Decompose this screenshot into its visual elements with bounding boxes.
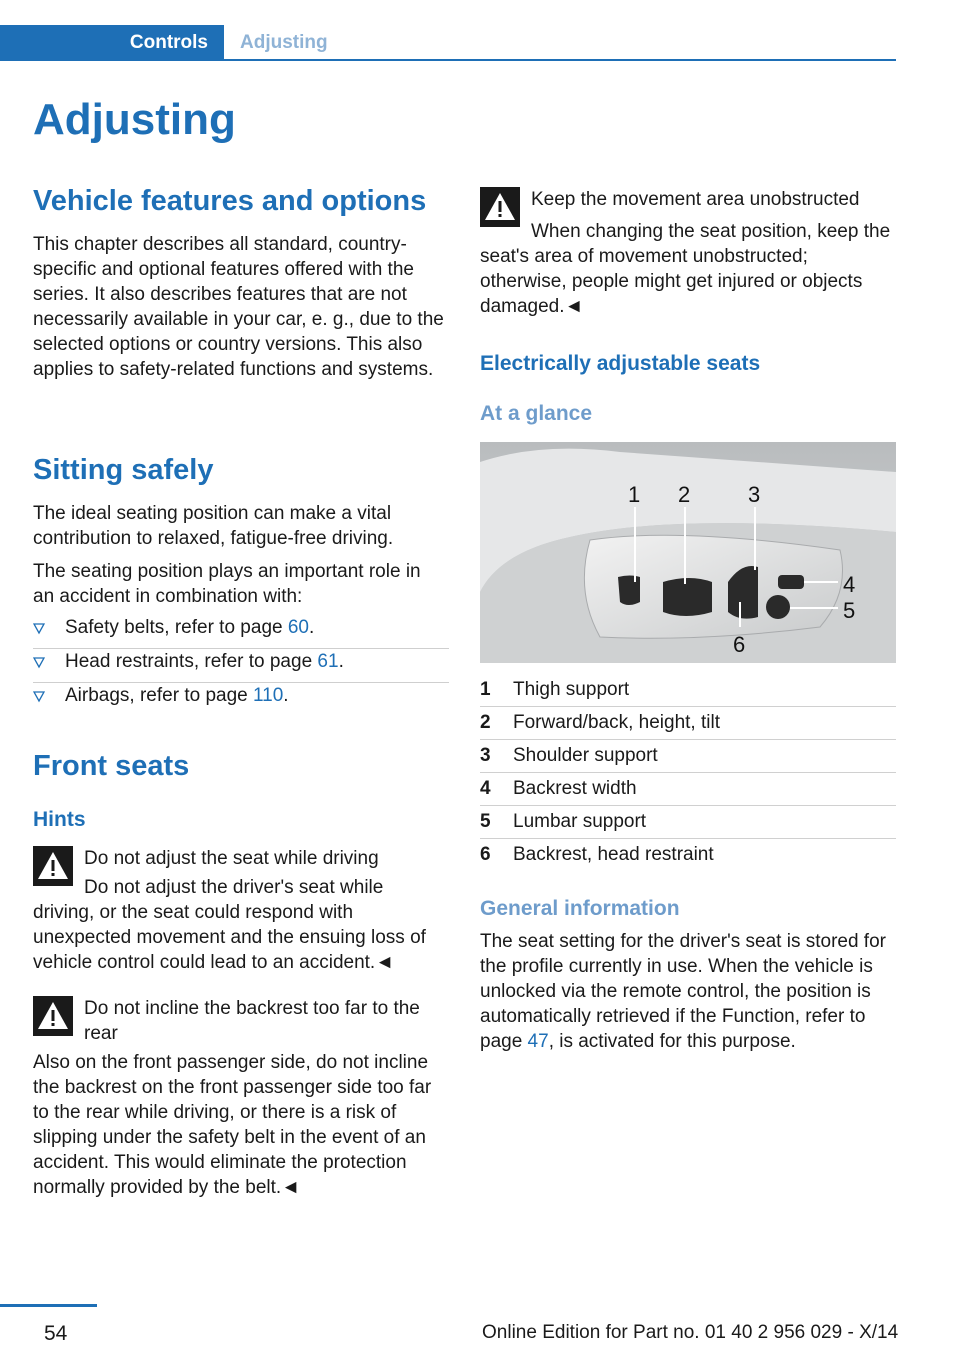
legend-label: Forward/back, height, tilt [513,712,720,733]
bullet-end: . [283,685,289,706]
front-seats-heading: Front seats [33,750,190,782]
legend-label: Backrest width [513,778,637,799]
hints-heading: Hints [33,808,86,831]
bullet-end: . [309,617,315,638]
triangle-bullet-icon [33,657,45,669]
electrically-adjustable-heading: Electrically adjustable seats [480,352,761,375]
bullet-text: Airbags, refer to page [65,685,253,706]
warning-backrest-incline [33,996,449,1206]
at-a-glance-heading: At a glance [480,402,593,425]
legend-number: 1 [480,679,491,700]
legend-row [480,773,896,806]
bullet-end: . [338,651,344,672]
vehicle-features-heading: Vehicle features and options [33,185,427,217]
warning-title: Keep the movement area unobstructed [531,189,860,210]
legend-number: 5 [480,811,491,832]
warning-body: When changing the seat position, keep the seat's area of movement unobstructed; otherwise, people might get injured or objects damaged.◄ [480,221,891,317]
safety-bullet-list [33,615,449,716]
general-text-part: , is activated for this purpose. [548,1031,796,1052]
photo-label-4: 4 [843,572,856,597]
warning-triangle-icon [33,996,73,1036]
vehicle-features-text: This chapter describes all standard, country-specific and optional features offered with the series. It also describes features that are not necessarily available in your car, e. g., due to the selected options or country versions. This also applies to safety-related functions and systems. [33,234,444,380]
general-information-text [480,929,896,1054]
header-subsection-tab[interactable] [240,25,328,61]
warning-movement-area [480,187,896,317]
bullet-safety-belts [33,615,449,649]
warning-adjust-while-driving [33,846,449,976]
triangle-bullet-icon [33,691,45,703]
sitting-safely-para2: The seating position plays an important role in an accident in combination with: [33,561,421,607]
legend-number: 3 [480,745,491,766]
header-rule [224,59,896,61]
footer-edition: Online Edition for Part no. 01 40 2 956 029 - X/14 [482,1322,899,1343]
bullet-head-restraints [33,649,449,683]
seat-controls-legend [480,674,896,871]
photo-label-2: 2 [678,482,691,507]
warning-body: Do not adjust the driver's seat while driving, or the seat could respond with unexpected movement and the ensuing loss of vehicle control could lead to an accident.◄ [33,877,426,973]
page-link-47[interactable]: 47 [527,1031,549,1052]
page-link-110[interactable]: 110 [253,685,284,706]
header-section-tab[interactable] [0,25,224,61]
legend-label: Backrest, head restraint [513,844,714,865]
sitting-safely-para1: The ideal seating position can make a vital contribution to relaxed, fatigue-free driving. [33,503,394,549]
general-information-heading: General information [480,897,680,920]
photo-label-1: 1 [628,482,641,507]
footer-rule [0,1304,97,1307]
warning-title: Do not incline the backrest too far to the rear [84,998,420,1044]
photo-label-6: 6 [733,632,746,657]
bullet-text: Head restraints, refer to page [65,651,318,672]
bullet-airbags [33,683,449,716]
legend-row [480,839,896,871]
legend-number: 6 [480,844,491,865]
photo-label-3: 3 [748,482,761,507]
legend-label: Shoulder support [513,745,658,766]
legend-row [480,707,896,740]
sitting-safely-heading: Sitting safely [33,454,214,486]
header-section-label: Controls [129,32,208,53]
legend-row [480,740,896,773]
legend-row [480,806,896,839]
header-subsection-label: Adjusting [240,32,328,53]
page-link-60[interactable]: 60 [287,617,309,638]
legend-number: 4 [480,778,491,799]
bullet-text: Safety belts, refer to page [65,617,288,638]
warning-title: Do not adjust the seat while driving [84,848,379,869]
triangle-bullet-icon [33,623,45,635]
page-title: Adjusting [33,95,236,144]
page-number: 54 [44,1322,68,1345]
warning-body: Also on the front passenger side, do not incline the backrest on the front passenger side too far to the rear while driving, or there is a risk of slipping under the safety belt in the event of an accident. This would eliminate the protection normally provided by the belt.◄ [33,1052,432,1198]
photo-label-5: 5 [843,598,856,623]
legend-label: Thigh support [513,679,630,700]
legend-label: Lumbar support [513,811,647,832]
general-text-part: The seat setting for the driver's seat is stored for the profile currently in use. When the vehicle is unlocked via the remote control, the position is automatically retrieved if the Function, refer to page [480,931,886,1052]
legend-row [480,674,896,707]
seat-controls-photo [480,442,896,663]
legend-number: 2 [480,712,491,733]
page-link-61[interactable]: 61 [317,651,339,672]
